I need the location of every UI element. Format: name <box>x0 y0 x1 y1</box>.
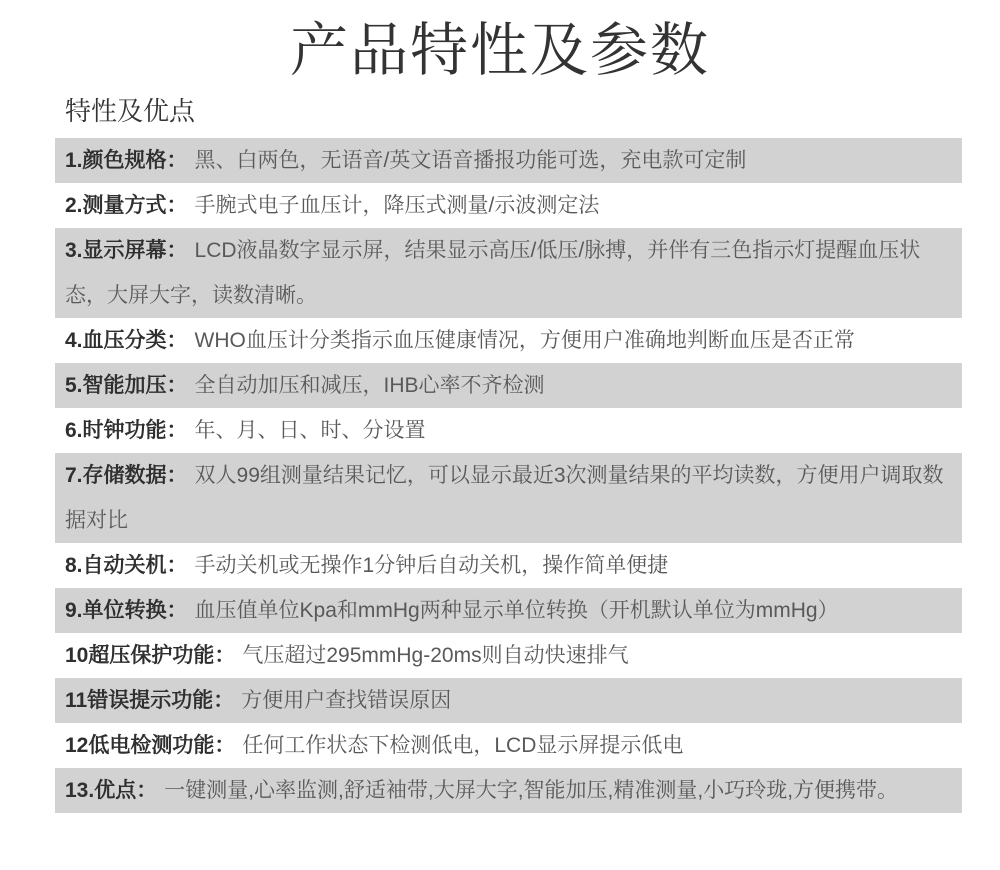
feature-list <box>55 138 962 813</box>
feature-text: 方便用户查找错误原因 <box>241 688 452 712</box>
feature-text: 全自动加压和减压，IHB心率不齐检测 <box>194 373 545 397</box>
page-title: 产品特性及参数 <box>289 18 710 83</box>
feature-label: 9.单位转换： <box>65 598 188 622</box>
feature-label: 8.自动关机： <box>65 553 188 577</box>
feature-text: 任何工作状态下检测低电，LCD显示屏提示低电 <box>242 733 684 757</box>
feature-text: 手腕式电子血压计，降压式测量/示波测定法 <box>194 193 600 217</box>
feature-row <box>55 633 962 678</box>
feature-row <box>55 138 962 183</box>
feature-text: 气压超过295mmHg-20ms则自动快速排气 <box>242 643 629 667</box>
product-spec-page <box>0 16 1000 870</box>
feature-row <box>55 588 962 633</box>
feature-row <box>55 318 962 363</box>
feature-row <box>55 453 962 543</box>
feature-text: 手动关机或无操作1分钟后自动关机，操作简单便捷 <box>194 553 669 577</box>
feature-row <box>55 363 962 408</box>
feature-text: LCD液晶数字显示屏，结果显示高压/低压/脉搏，并伴有三色指示灯提醒血压状态，大屏大字，读数清晰。 <box>65 238 921 307</box>
feature-row <box>55 408 962 453</box>
feature-label: 11错误提示功能： <box>65 688 235 712</box>
feature-row <box>55 768 962 813</box>
section-heading: 特性及优点 <box>65 95 196 126</box>
feature-row <box>55 228 962 318</box>
feature-text: 血压值单位Kpa和mmHg两种显示单位转换（开机默认单位为mmHg） <box>194 598 839 622</box>
feature-text: WHO血压计分类指示血压健康情况，方便用户准确地判断血压是否正常 <box>194 328 855 352</box>
feature-label: 4.血压分类： <box>65 328 188 352</box>
feature-label: 6.时钟功能： <box>65 418 188 442</box>
feature-label: 2.测量方式： <box>65 193 188 217</box>
feature-text: 双人99组测量结果记忆，可以显示最近3次测量结果的平均读数，方便用户调取数据对比 <box>65 463 944 532</box>
feature-row <box>55 183 962 228</box>
feature-label: 10超压保护功能： <box>65 643 236 667</box>
feature-text: 一键测量,心率监测,舒适袖带,大屏大字,智能加压,精准测量,小巧玲珑,方便携带。 <box>164 778 899 802</box>
feature-label: 13.优点： <box>65 778 158 802</box>
feature-text: 年、月、日、时、分设置 <box>194 418 426 442</box>
feature-label: 5.智能加压： <box>65 373 188 397</box>
feature-label: 12低电检测功能： <box>65 733 236 757</box>
feature-label: 1.颜色规格： <box>65 148 188 172</box>
feature-row <box>55 678 962 723</box>
feature-row <box>55 723 962 768</box>
feature-row <box>55 543 962 588</box>
feature-label: 7.存储数据： <box>65 463 188 487</box>
feature-label: 3.显示屏幕： <box>65 238 188 262</box>
feature-text: 黑、白两色，无语音/英文语音播报功能可选，充电款可定制 <box>194 148 747 172</box>
